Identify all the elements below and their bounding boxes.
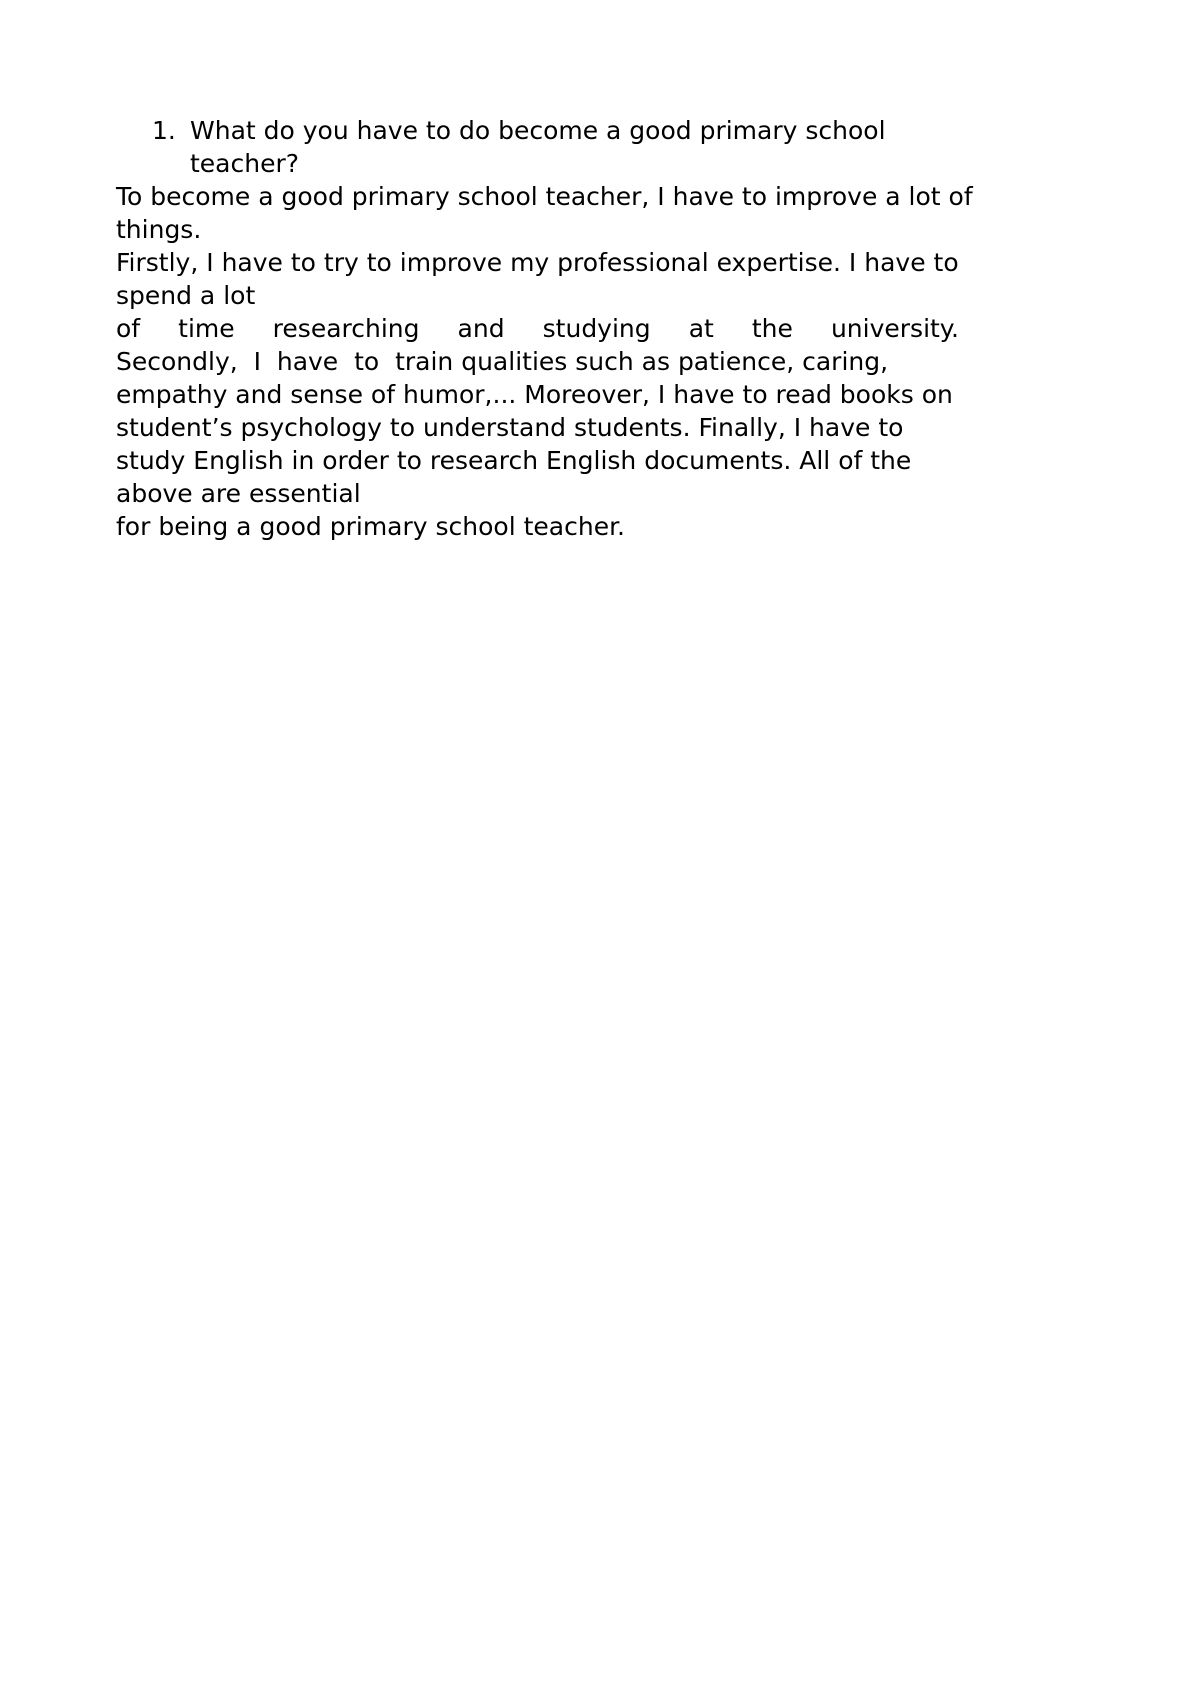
answer-line: for being a good primary school teacher.: [116, 512, 626, 541]
answer-line: Secondly, I have to train qualities such as patience, caring,: [116, 347, 889, 376]
question-text: What do you have to do become a good primary school teacher?: [190, 116, 886, 178]
answer-line: Firstly, I have to try to improve my professional expertise. I have to: [116, 248, 959, 277]
answer-line: To become a good primary school teacher, I have to improve a lot of: [116, 182, 973, 211]
answer-line: empathy and sense of humor,... Moreover, I have to read books on: [116, 380, 953, 409]
answer-line: study English in order to research English documents. All of the: [116, 446, 912, 475]
answer-line: things.: [116, 215, 202, 244]
answer-paragraph: [116, 180, 1096, 543]
answer-line: spend a lot: [116, 281, 256, 310]
list-number: 1.: [152, 116, 176, 145]
document-body: [116, 114, 1096, 543]
numbered-question: [152, 114, 1112, 180]
answer-line: student’s psychology to understand students. Finally, I have to: [116, 413, 904, 442]
answer-line: above are essential: [116, 479, 361, 508]
answer-line: of time researching and studying at the university.: [116, 314, 959, 343]
